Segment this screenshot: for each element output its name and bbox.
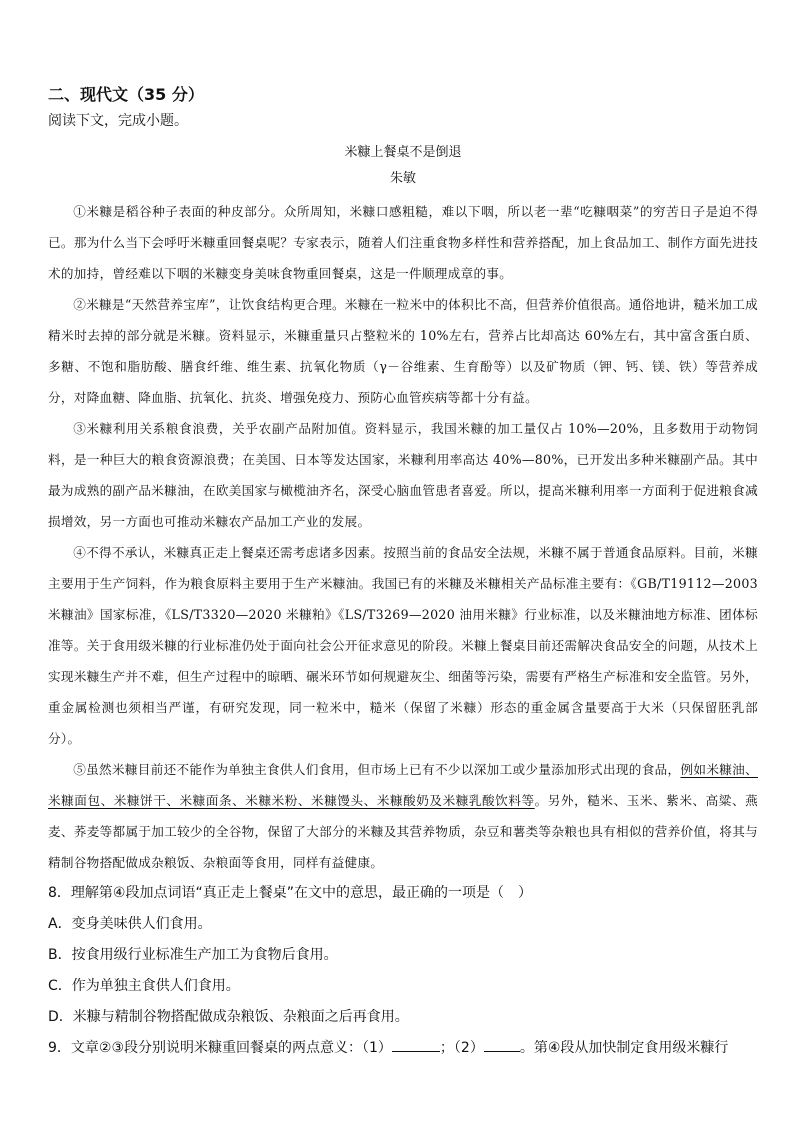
- paragraph-5-underlined: 例如米糠油、米糠面包、米糠饼干、米糠面条、米糠米粉、米糠馒头、米糠酸奶及米糠乳酸饮料等: [48, 762, 758, 808]
- article-author: 朱敏: [389, 171, 416, 186]
- question-8-option-a[interactable]: A．变身美味供人们食用。: [48, 916, 212, 932]
- paragraph-5-lead: ⑤虽然米糠目前还不能作为单独主食供人们食用，但市场上已有不少以深加工或少量添加形式出现的食品，: [73, 762, 681, 777]
- document-page: [48, 82, 758, 1064]
- instruction-text: 阅读下文，完成小题。: [48, 113, 188, 129]
- question-9-stem: [48, 1033, 758, 1064]
- answer-blank-2[interactable]: [484, 1035, 520, 1052]
- paragraph-1: ①米糠是稻谷种子表面的种皮部分。众所周知，米糠口感粗糙，难以下咽，所以老一辈“吃糠咽菜”的穷苦日子是迫不得已。那为什么当下会呼吁米糠重回餐桌呢？专家表示，随着人们注重食物多样性和营养搭配，加上食品加工、制作方面先进技术的加持，曾经难以下咽的米糠变身美味食物重回餐桌，这是一件顺理成章的事。: [48, 204, 758, 281]
- paragraph-2: ②米糠是“天然营养宝库”，让饮食结构更合理。米糠在一粒米中的体积比不高，但营养价值很高。通俗地讲，糙米加工成精米时去掉的部分就是米糠。资料显示，米糠重量只占整粒米的 10%左右，营养占比却高达 60%左右，其中富含蛋白质、多糖、不饱和脂肪酸、膳食纤维、维生素、抗氧化物质（γ－谷维素、生育酚等）以及矿物质（钾、钙、镁、铁）等营养成分，对降血糖、降血脂、抗氧化、抗炎、增强免疫力、预防心血管疾病等都十分有益。: [48, 297, 758, 405]
- question-8-option-d[interactable]: D．米糠与精制谷物搭配做成杂粮饭、杂粮面之后再食用。: [48, 1009, 409, 1025]
- question-8-option-c[interactable]: C．作为单独主食供人们食用。: [48, 978, 240, 994]
- question-9-stem-start: 9．文章②③段分别说明米糠重回餐桌的两点意义：（1）: [48, 1040, 392, 1056]
- question-8-option-b[interactable]: B．按食用级行业标准生产加工为食物后食用。: [48, 947, 338, 963]
- paragraph-5-tail: 。另外，糙米、玉米、紫米、高粱、燕麦、荞麦等都属于加工较少的全谷物，保留了大部分的米糠及其营养物质，杂豆和薯类等杂粮也具有相似的营养价值，将其与精制谷物搭配做成杂粮饭、杂粮面等食用，同样有益健康。: [48, 793, 758, 870]
- paragraph-5: [48, 754, 758, 878]
- article-title: 米糠上餐桌不是倒退: [344, 145, 462, 160]
- question-9-stem-middle: ；（2）: [439, 1040, 484, 1056]
- answer-blank-1[interactable]: [392, 1035, 440, 1052]
- paragraph-3: ③米糠利用关系粮食浪费，关乎农副产品附加值。资料显示，我国米糠的加工量仅占 10%—20%，且多数用于动物饲料，是一种巨大的粮食资源浪费；在美国、日本等发达国家，米糠利用率高达 40%—80%，已开发出多种米糠副产品。其中最为成熟的副产品米糠油，在欧美国家与橄榄油齐名，深受心脑血管患者喜爱。所以，提高米糠利用率一方面利于促进粮食减损增效，另一方面也可推动米糠农产品加工产业的发展。: [48, 421, 758, 529]
- question-8-stem: 8．理解第④段加点词语“真正走上餐桌”在文中的意思，最正确的一项是（ ）: [48, 885, 532, 901]
- question-9-stem-end: 。第④段从加快制定食用级米糠行: [519, 1040, 729, 1056]
- paragraph-4: ④不得不承认，米糠真正走上餐桌还需考虑诸多因素。按照当前的食品安全法规，米糠不属于普通食品原料。目前，米糠主要用于生产饲料，作为粮食原料主要用于生产米糠油。我国已有的米糠及米糠相关产品标准主要有：《GB/T19112—2003 米糠油》国家标准，《LS/T3320—2020 米糠粕》《LS/T3269—2020 油用米糠》行业标准，以及米糠油地方标准、团体标准等。关于食用级米糠的行业标准仍处于面向社会公开征求意见的阶段。米糠上餐桌目前还需解决食品安全的问题，从技术上实现米糠生产并不难，但生产过程中的晾晒、碾米环节如何规避灰尘、细菌等污染，需要有严格生产标准和安全监管。另外，重金属检测也须相当严谨，有研究发现，同一粒米中，糙米（保留了米糠）形态的重金属含量要高于大米（只保留胚乳部分）。: [48, 545, 758, 746]
- section-heading: 二、现代文（35 分）: [48, 85, 204, 104]
